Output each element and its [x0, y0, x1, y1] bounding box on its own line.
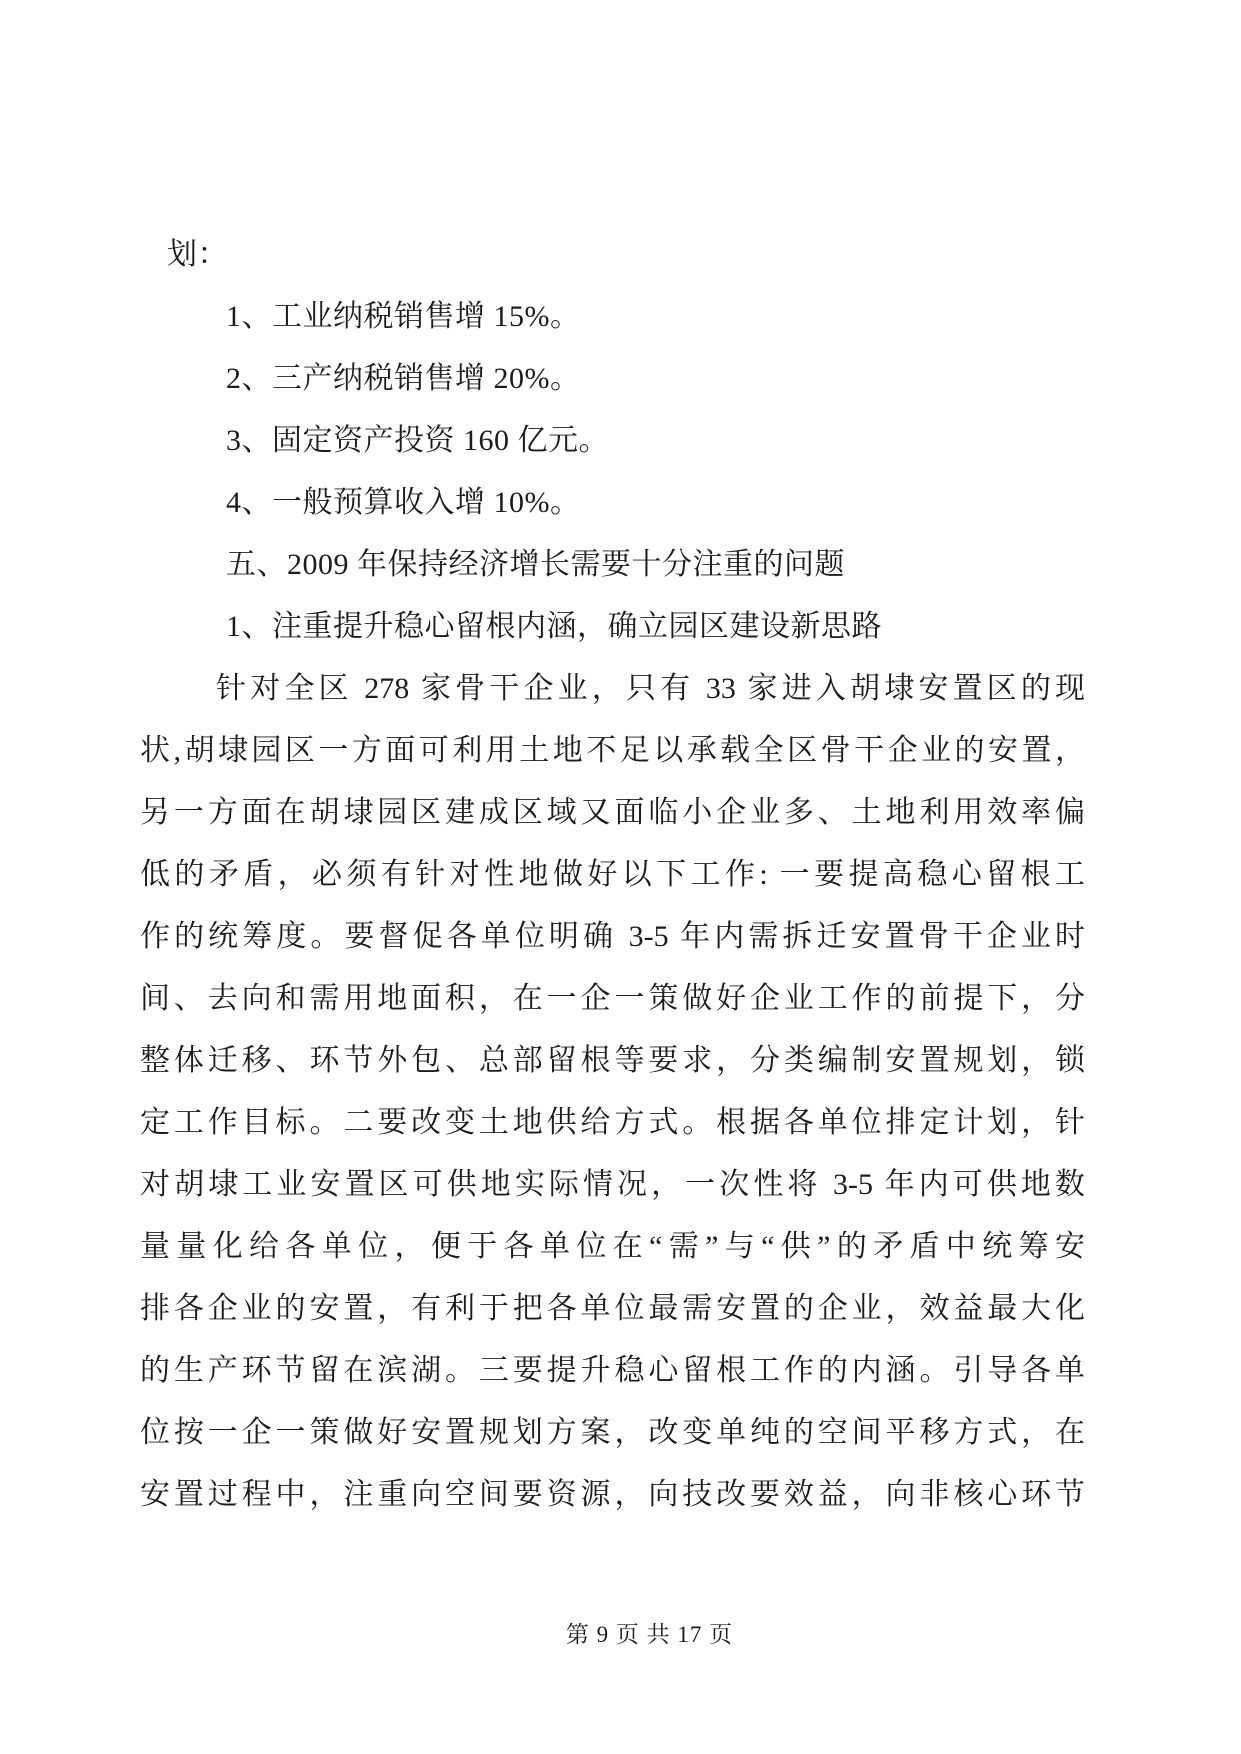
text-line: 整体迁移、环节外包、总部留根等要求，分类编制安置规划，锁 — [140, 1044, 1085, 1077]
text-line: 另一方面在胡埭园区建成区域又面临小企业多、土地利用效率偏 — [140, 796, 1085, 829]
list-item: 3、固定资产投资 160 亿元。 — [226, 424, 609, 457]
text-line: 划： — [167, 238, 228, 271]
text-line: 位按一企一策做好安置规划方案，改变单纯的空间平移方式，在 — [140, 1416, 1085, 1449]
text-line: 对胡埭工业安置区可供地实际情况，一次性将 3-5 年内可供地数 — [140, 1168, 1085, 1201]
section-heading: 五、2009 年保持经济增长需要十分注重的问题 — [226, 548, 845, 581]
list-item: 4、一般预算收入增 10%。 — [226, 486, 581, 519]
list-item: 2、三产纳税销售增 20%。 — [226, 362, 581, 395]
text-column — [140, 224, 1085, 1526]
text-line: 低的矛盾，必须有针对性地做好以下工作: 一要提高稳心留根工 — [140, 858, 1085, 891]
text-line: 排各企业的安置，有利于把各单位最需安置的企业，效益最大化 — [140, 1292, 1085, 1325]
list-item: 1、工业纳税销售增 15%。 — [226, 300, 581, 333]
text-line: 定工作目标。二要改变土地供给方式。根据各单位排定计划，针 — [140, 1106, 1085, 1139]
page-number: 第 9 页 共 17 页 — [565, 1622, 734, 1647]
text-line: 状,胡埭园区一方面可利用土地不足以承载全区骨干企业的安置， — [140, 734, 1085, 767]
text-line: 作的统筹度。要督促各单位明确 3-5 年内需拆迁安置骨干企业时 — [140, 920, 1085, 953]
text-line: 的生产环节留在滨湖。三要提升稳心留根工作的内涵。引导各单 — [140, 1354, 1085, 1387]
subsection-heading: 1、注重提升稳心留根内涵，确立园区建设新思路 — [226, 610, 882, 643]
text-line: 量量化给各单位，便于各单位在“需”与“供”的矛盾中统筹安 — [140, 1230, 1085, 1263]
text-line: 针对全区 278 家骨干企业，只有 33 家进入胡埭安置区的现 — [216, 672, 1085, 705]
text-line: 间、去向和需用地面积，在一企一策做好企业工作的前提下，分 — [140, 982, 1085, 1015]
text-line: 安置过程中，注重向空间要资源，向技改要效益，向非核心环节 — [140, 1478, 1085, 1511]
